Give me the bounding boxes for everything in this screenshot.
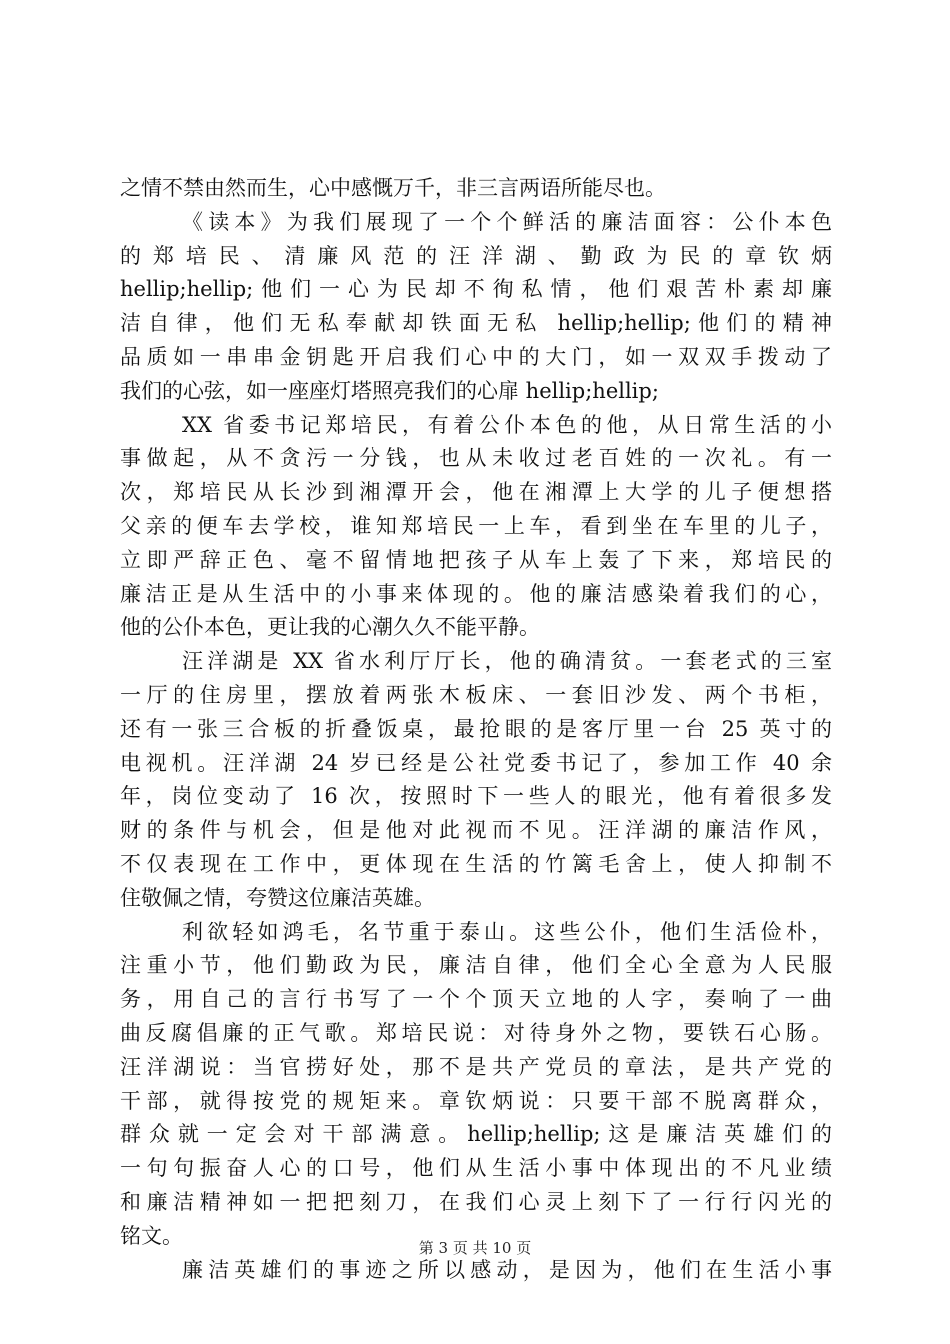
text-line: 不仅表现在工作中，更体现在生活的竹篱毛舍上，使人抑制不 <box>120 851 832 876</box>
text-line: 《读本》为我们展现了一个个鲜活的廉洁面容：公仆本色 <box>182 209 832 234</box>
text-line: 他的公仆本色，更让我的心潮久久不能平静。 <box>120 615 540 640</box>
text-line: 汪洋湖是 XX 省水利厅厅长，他的确清贫。一套老式的三室 <box>182 649 832 674</box>
text-line: 电视机。汪洋湖 24 岁已经是公社党委书记了，参加工作 40 余 <box>120 750 832 775</box>
text-line: 利欲轻如鸿毛，名节重于泰山。这些公仆，他们生活俭朴， <box>182 919 832 944</box>
text-line: 廉洁英雄们的事迹之所以感动，是因为，他们在生活小事 <box>182 1257 832 1282</box>
text-line: 的郑培民、清廉风范的汪洋湖、勤政为民的章钦炳 <box>120 243 832 268</box>
text-line: 立即严辞正色、毫不留情地把孩子从车上轰了下来，郑培民的 <box>120 547 832 572</box>
text-line: 曲反腐倡廉的正气歌。郑培民说：对待身外之物，要铁石心肠。 <box>120 1020 832 1045</box>
text-line: 还有一张三合板的折叠饭桌，最抢眼的是客厅里一台 25 英寸的 <box>120 716 832 741</box>
text-line: 和廉洁精神如一把把刻刀，在我们心灵上刻下了一行行闪光的 <box>120 1189 832 1214</box>
text-line: 住敬佩之情，夸赞这位廉洁英雄。 <box>120 885 435 910</box>
text-line: 群众就一定会对干部满意。hellip;hellip;这是廉洁英雄们的 <box>120 1122 832 1147</box>
text-line: 干部，就得按党的规矩来。章钦炳说：只要干部不脱离群众， <box>120 1088 832 1113</box>
text-line: XX 省委书记郑培民，有着公仆本色的他，从日常生活的小 <box>182 412 832 437</box>
text-line: 一句句振奋人心的口号，他们从生活小事中体现出的不凡业绩 <box>120 1156 832 1181</box>
text-line: hellip;hellip;他们一心为民却不徇私情，他们艰苦朴素却廉 <box>120 277 832 302</box>
text-line: 年，岗位变动了 16 次，按照时下一些人的眼光，他有着很多发 <box>120 784 832 809</box>
text-line: 铭文。 <box>120 1223 183 1248</box>
text-line: 财的条件与机会，但是他对此视而不见。汪洋湖的廉洁作风， <box>120 818 832 843</box>
text-line: 父亲的便车去学校，谁知郑培民一上车，看到坐在车里的儿子， <box>120 513 832 538</box>
text-line: 品质如一串串金钥匙开启我们心中的大门，如一双双手拨动了 <box>120 344 832 369</box>
text-line: 汪洋湖说：当官捞好处，那不是共产党员的章法，是共产党的 <box>120 1054 832 1079</box>
text-line: 廉洁正是从生活中的小事来体现的。他的廉洁感染着我们的心， <box>120 581 832 606</box>
text-line: 一厅的住房里，摆放着两张木板床、一套旧沙发、两个书柜， <box>120 682 832 707</box>
text-line: 务，用自己的言行书写了一个个顶天立地的人字，奏响了一曲 <box>120 987 832 1012</box>
text-line: 之情不禁由然而生，心中感慨万千，非三言两语所能尽也。 <box>120 176 666 200</box>
text-line: 次，郑培民从长沙到湘潭开会，他在湘潭上大学的儿子便想搭 <box>120 480 832 505</box>
text-line: 注重小节，他们勤政为民，廉洁自律，他们全心全意为人民服 <box>120 953 832 978</box>
text-line: 我们的心弦，如一座座灯塔照亮我们的心扉 hellip;hellip; <box>120 378 659 403</box>
text-line: 洁自律，他们无私奉献却铁面无私 hellip;hellip;他们的精神 <box>120 311 832 336</box>
page-number-footer: 第 3 页 共 10 页 <box>418 1239 532 1257</box>
text-line: 事做起，从不贪污一分钱，也从未收过老百姓的一次礼。有一 <box>120 446 832 471</box>
document-body <box>120 172 832 1287</box>
